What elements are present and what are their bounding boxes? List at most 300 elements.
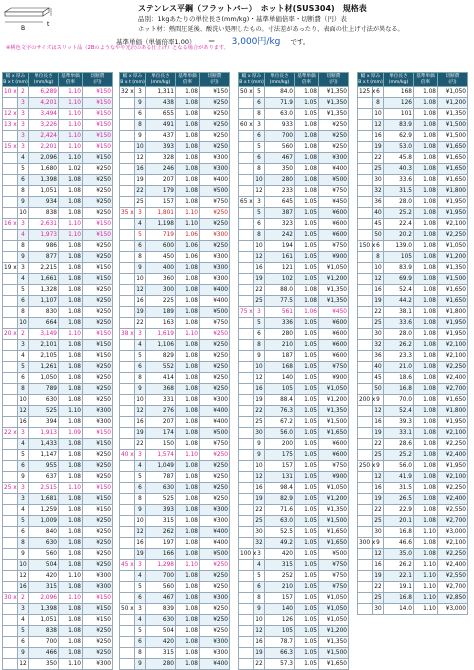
table-row: [120, 142, 230, 153]
table-row: [120, 417, 230, 428]
cell-thickness: 30: [373, 527, 384, 538]
cell-thickness: 12: [254, 626, 265, 637]
cell-unit-length: 437: [146, 131, 176, 142]
table-row: [358, 395, 468, 406]
cell-unit-length: 838: [29, 208, 59, 219]
header-price-ratio-label: 基準単価: [416, 73, 435, 79]
cell-unit-length: 466: [29, 648, 59, 659]
cell-unit-length: 350: [265, 164, 295, 175]
cell-price-ratio: 1.08: [176, 549, 200, 560]
cell-cut-fee: ¥150: [83, 109, 113, 120]
cell-cut-fee: ¥250: [200, 494, 230, 505]
cell-width: [3, 538, 18, 549]
cell-thickness: 19: [373, 142, 384, 153]
cell-unit-length: 78.7: [265, 637, 295, 648]
cell-width: [358, 417, 373, 428]
header-cut-fee-sub: (円): [448, 79, 457, 85]
cell-cut-fee: ¥1,650: [438, 285, 468, 296]
cell-width: [120, 615, 135, 626]
cell-price-ratio: 1.10: [59, 109, 83, 120]
cell-price-ratio: 1.05: [295, 494, 319, 505]
cell-cut-fee: ¥1,500: [319, 417, 349, 428]
cell-width: [358, 197, 373, 208]
cell-price-ratio: 1.05: [295, 582, 319, 593]
table-row: [3, 439, 113, 450]
cell-price-ratio: 1.10: [59, 219, 83, 230]
cell-thickness: 22: [254, 505, 265, 516]
cell-price-ratio: 1.08: [59, 527, 83, 538]
cell-price-ratio: 1.08: [176, 87, 200, 98]
cell-price-ratio: 1.05: [295, 505, 319, 516]
cell-unit-length: 700: [146, 571, 176, 582]
cell-cut-fee: ¥450: [319, 197, 349, 208]
cell-cut-fee: ¥1,500: [438, 274, 468, 285]
cell-price-ratio: 1.08: [176, 659, 200, 670]
header-price-ratio-sub: 倍率: [420, 79, 431, 85]
cell-unit-length: 1,051: [29, 186, 59, 197]
table-row: [239, 494, 349, 505]
header-unit-length-label: 単位長さ: [270, 73, 289, 79]
cell-thickness: 9: [18, 648, 29, 659]
cell-price-ratio: 1.10: [176, 219, 200, 230]
cell-thickness: 3: [18, 219, 29, 230]
cell-thickness: 16: [373, 285, 384, 296]
cell-price-ratio: 1.08: [414, 120, 438, 131]
cell-unit-length: 246: [146, 164, 176, 175]
table-row: [3, 120, 113, 131]
cell-thickness: 16: [254, 483, 265, 494]
cell-price-ratio: 1.08: [295, 131, 319, 142]
cell-thickness: 8: [254, 340, 265, 351]
cell-unit-length: 121: [265, 263, 295, 274]
table-row: [3, 131, 113, 142]
cell-cut-fee: ¥2,700: [438, 384, 468, 395]
cell-unit-length: 1,680: [29, 164, 59, 175]
cell-price-ratio: 1.05: [295, 571, 319, 582]
slit-note: ※桃色文字のサイズはスリット品（2Bのようなやや光沢のある仕上げ）となる場合があります。: [6, 45, 229, 51]
header-size-label: 幅 x 厚み: [241, 73, 262, 79]
header-cut-fee-label: 切断費: [90, 73, 105, 79]
cell-cut-fee: ¥250: [200, 351, 230, 362]
table-row: [358, 505, 468, 516]
cell-unit-length: 467: [265, 153, 295, 164]
cell-width: [239, 263, 254, 274]
cell-width: [239, 109, 254, 120]
cell-thickness: 4: [18, 274, 29, 285]
cell-unit-length: 28.0: [384, 197, 414, 208]
cell-unit-length: 101: [384, 109, 414, 120]
table-row: [3, 373, 113, 384]
cell-cut-fee: ¥300: [83, 417, 113, 428]
cell-price-ratio: 1.10: [176, 329, 200, 340]
cell-unit-length: 839: [146, 604, 176, 615]
table-row: [3, 197, 113, 208]
cell-cut-fee: ¥300: [200, 164, 230, 175]
cell-thickness: 2: [18, 329, 29, 340]
cell-unit-length: 1,298: [146, 560, 176, 571]
cell-price-ratio: 1.05: [295, 98, 319, 109]
cell-unit-length: 552: [146, 362, 176, 373]
cell-width: [358, 560, 373, 571]
cell-width: [3, 549, 18, 560]
cell-cut-fee: ¥2,400: [438, 373, 468, 384]
cell-thickness: 19: [254, 274, 265, 285]
cell-price-ratio: 1.08: [295, 87, 319, 98]
cell-width: [358, 527, 373, 538]
cell-unit-length: 561: [265, 307, 295, 318]
cell-thickness: 9: [135, 384, 146, 395]
cell-thickness: 36: [373, 197, 384, 208]
cell-cut-fee: ¥400: [200, 659, 230, 670]
cell-price-ratio: 1.08: [295, 296, 319, 307]
cell-width: [120, 186, 135, 197]
cell-thickness: 12: [254, 186, 265, 197]
cell-unit-length: 877: [29, 252, 59, 263]
cell-width: [120, 428, 135, 439]
cell-price-ratio: 1.08: [295, 164, 319, 175]
cell-cut-fee: ¥150: [83, 604, 113, 615]
table-row: [239, 582, 349, 593]
table-row: [239, 505, 349, 516]
cell-cut-fee: ¥1,650: [319, 428, 349, 439]
header-cut-fee-label: 切断費: [445, 73, 460, 79]
cell-width: [3, 340, 18, 351]
cell-width: [358, 263, 373, 274]
cell-cut-fee: ¥150: [83, 230, 113, 241]
cell-width: [120, 263, 135, 274]
cell-cut-fee: ¥150: [83, 263, 113, 274]
cell-width: 12 x: [3, 109, 18, 120]
cell-width: [120, 582, 135, 593]
cell-price-ratio: 1.08: [59, 252, 83, 263]
cell-cut-fee: ¥2,100: [438, 340, 468, 351]
cell-cut-fee: ¥600: [319, 450, 349, 461]
cell-unit-length: 1,259: [29, 505, 59, 516]
header-price-ratio-sub: 倍率: [301, 79, 312, 85]
cell-unit-length: 41.9: [384, 472, 414, 483]
cell-unit-length: 175: [265, 450, 295, 461]
cell-price-ratio: 1.08: [176, 98, 200, 109]
cell-width: 200 x: [358, 395, 373, 406]
table-row: [3, 604, 113, 615]
cell-price-ratio: 1.10: [176, 450, 200, 461]
cell-unit-length: 157: [146, 197, 176, 208]
cell-thickness: 8: [254, 593, 265, 604]
cell-thickness: 10: [373, 109, 384, 120]
cell-width: [358, 571, 373, 582]
header-size-sub: B x t (mm): [3, 79, 28, 85]
table-row: [239, 549, 349, 560]
cell-thickness: 5: [135, 626, 146, 637]
cell-thickness: 5: [18, 362, 29, 373]
cell-thickness: 30: [254, 527, 265, 538]
cell-width: 22 x: [3, 428, 18, 439]
cell-width: [358, 406, 373, 417]
cell-thickness: 19: [135, 175, 146, 186]
table-row: [3, 560, 113, 571]
cell-unit-length: 1,801: [146, 208, 176, 219]
cell-unit-length: 140: [265, 373, 295, 384]
base-price-suffix: です。: [290, 38, 310, 46]
cell-width: 150 x: [358, 241, 373, 252]
cell-width: [3, 307, 18, 318]
cell-thickness: 16: [254, 637, 265, 648]
cell-price-ratio: 1.05: [295, 648, 319, 659]
cell-price-ratio: 1.08: [59, 604, 83, 615]
spec-table: [238, 72, 349, 670]
cell-thickness: 10: [135, 142, 146, 153]
cell-cut-fee: ¥2,250: [438, 483, 468, 494]
table-row: [239, 208, 349, 219]
table-row: [239, 395, 349, 406]
cell-price-ratio: 1.08: [414, 373, 438, 384]
cell-cut-fee: ¥250: [200, 120, 230, 131]
table-row: [358, 285, 468, 296]
cell-cut-fee: ¥750: [319, 461, 349, 472]
cell-unit-length: 62.9: [384, 131, 414, 142]
cell-thickness: 8: [373, 252, 384, 263]
cell-cut-fee: ¥400: [200, 406, 230, 417]
cell-width: [120, 164, 135, 175]
cell-unit-length: 1,398: [29, 175, 59, 186]
cell-thickness: 25: [373, 516, 384, 527]
header-unit-length: [146, 73, 176, 87]
cell-thickness: 22: [373, 439, 384, 450]
cell-cut-fee: ¥250: [83, 164, 113, 175]
cell-width: [3, 318, 18, 329]
cell-cut-fee: ¥2,400: [438, 494, 468, 505]
table-row: [3, 252, 113, 263]
cell-unit-length: 934: [29, 197, 59, 208]
cell-price-ratio: 1.08: [176, 626, 200, 637]
cell-thickness: 10: [254, 461, 265, 472]
cell-cut-fee: ¥600: [319, 351, 349, 362]
cell-price-ratio: 1.08: [414, 219, 438, 230]
cell-unit-length: 3,226: [29, 120, 59, 131]
cell-cut-fee: ¥2,250: [438, 549, 468, 560]
table-row: [120, 648, 230, 659]
cell-thickness: 22: [135, 318, 146, 329]
cell-width: [239, 406, 254, 417]
cell-cut-fee: ¥1,800: [438, 186, 468, 197]
cell-unit-length: 504: [146, 626, 176, 637]
table-header-row: [358, 73, 468, 87]
cell-cut-fee: ¥150: [83, 428, 113, 439]
cell-thickness: 19: [135, 428, 146, 439]
cell-width: 100 x: [239, 549, 254, 560]
cell-width: [358, 164, 373, 175]
table-row: [358, 351, 468, 362]
cell-thickness: 6: [135, 109, 146, 120]
cell-price-ratio: 1.05: [295, 483, 319, 494]
cell-thickness: 12: [135, 153, 146, 164]
cell-unit-length: 57.3: [265, 659, 295, 670]
cell-cut-fee: ¥1,650: [319, 527, 349, 538]
cell-thickness: 22: [373, 582, 384, 593]
table-row: [239, 307, 349, 318]
cell-price-ratio: 1.05: [295, 252, 319, 263]
cell-width: 15 x: [3, 142, 18, 153]
cell-price-ratio: 1.10: [414, 582, 438, 593]
cell-price-ratio: 1.08: [414, 87, 438, 98]
cell-price-ratio: 1.08: [414, 98, 438, 109]
table-row: [358, 340, 468, 351]
cell-unit-length: 166: [146, 549, 176, 560]
cell-width: [239, 98, 254, 109]
cell-unit-length: 3,494: [29, 109, 59, 120]
cell-thickness: 5: [254, 208, 265, 219]
table-row: [120, 549, 230, 560]
table-row: [3, 593, 113, 604]
cell-thickness: 3: [18, 109, 29, 120]
table-row: [120, 472, 230, 483]
cell-thickness: 6: [254, 131, 265, 142]
cell-width: 65 x: [239, 197, 254, 208]
cell-unit-length: 700: [265, 131, 295, 142]
table-row: [3, 153, 113, 164]
cell-width: [358, 450, 373, 461]
cell-thickness: 6: [373, 241, 384, 252]
table-row: [239, 98, 349, 109]
header-size-sub: B x t (mm): [239, 79, 264, 85]
cell-price-ratio: 1.08: [295, 120, 319, 131]
cell-price-ratio: 1.05: [295, 428, 319, 439]
table-row: [358, 439, 468, 450]
cell-thickness: 25: [135, 197, 146, 208]
cell-cut-fee: ¥600: [319, 219, 349, 230]
cell-unit-length: 71.6: [265, 505, 295, 516]
cell-price-ratio: 1.08: [176, 296, 200, 307]
table-row: [120, 538, 230, 549]
cell-price-ratio: 1.08: [176, 571, 200, 582]
cell-price-ratio: 1.08: [414, 516, 438, 527]
cell-thickness: 3: [18, 483, 29, 494]
cell-cut-fee: ¥750: [319, 560, 349, 571]
table-row: [358, 450, 468, 461]
cell-price-ratio: 1.08: [176, 186, 200, 197]
cell-thickness: 8: [18, 384, 29, 395]
cell-price-ratio: 1.08: [59, 637, 83, 648]
cell-width: [120, 131, 135, 142]
cell-width: [3, 208, 18, 219]
cell-price-ratio: 1.10: [59, 571, 83, 582]
cell-unit-length: 1,106: [146, 340, 176, 351]
cell-cut-fee: ¥1,350: [438, 109, 468, 120]
cell-width: [358, 274, 373, 285]
cell-unit-length: 400: [146, 263, 176, 274]
spec-table-column-2: [119, 72, 229, 670]
cell-unit-length: 126: [265, 615, 295, 626]
cell-width: [120, 230, 135, 241]
cell-cut-fee: ¥250: [83, 516, 113, 527]
cell-unit-length: 131: [265, 472, 295, 483]
cell-thickness: 30: [254, 428, 265, 439]
table-row: [120, 285, 230, 296]
cell-cut-fee: ¥250: [200, 142, 230, 153]
cell-unit-length: 105: [265, 626, 295, 637]
cell-thickness: 22: [254, 406, 265, 417]
cell-unit-length: 1,107: [29, 296, 59, 307]
cell-price-ratio: 1.08: [59, 648, 83, 659]
cell-cut-fee: ¥250: [83, 197, 113, 208]
table-row: [3, 538, 113, 549]
cell-price-ratio: 1.08: [59, 549, 83, 560]
header-price-ratio-sub: 倍率: [182, 79, 193, 85]
cell-width: [3, 252, 18, 263]
cell-thickness: 19: [254, 648, 265, 659]
cell-unit-length: 44.2: [384, 296, 414, 307]
table-row: [120, 274, 230, 285]
cell-width: [358, 549, 373, 560]
cell-unit-length: 2,631: [29, 219, 59, 230]
cell-unit-length: 252: [265, 571, 295, 582]
cell-width: [239, 461, 254, 472]
cell-width: [120, 153, 135, 164]
cell-cut-fee: ¥250: [83, 362, 113, 373]
cell-price-ratio: 1.08: [176, 637, 200, 648]
cell-thickness: 9: [135, 98, 146, 109]
cell-cut-fee: ¥450: [319, 307, 349, 318]
table-row: [3, 406, 113, 417]
cell-price-ratio: 1.05: [295, 384, 319, 395]
cell-unit-length: 1,574: [146, 450, 176, 461]
cell-width: [358, 208, 373, 219]
cell-unit-length: 16.8: [384, 384, 414, 395]
cell-thickness: 12: [254, 252, 265, 263]
cell-unit-length: 233: [265, 186, 295, 197]
cell-width: [239, 274, 254, 285]
cell-price-ratio: 1.08: [59, 318, 83, 329]
cell-price-ratio: 1.08: [59, 351, 83, 362]
cell-price-ratio: 1.05: [295, 263, 319, 274]
cell-unit-length: 53.0: [384, 142, 414, 153]
cell-unit-length: 360: [146, 274, 176, 285]
cell-width: 50 x: [120, 604, 135, 615]
cell-thickness: 12: [18, 406, 29, 417]
cell-width: 300 x: [358, 538, 373, 549]
cell-cut-fee: ¥1,200: [438, 252, 468, 263]
cell-thickness: 8: [18, 538, 29, 549]
table-row: [239, 527, 349, 538]
cell-cut-fee: ¥1,500: [319, 516, 349, 527]
table-row: [3, 648, 113, 659]
cell-cut-fee: ¥900: [319, 252, 349, 263]
cell-thickness: 4: [18, 351, 29, 362]
cell-cut-fee: ¥1,500: [438, 131, 468, 142]
cell-unit-length: 1,198: [146, 219, 176, 230]
cell-width: [239, 318, 254, 329]
cell-width: [120, 362, 135, 373]
cell-unit-length: 45.8: [384, 153, 414, 164]
table-row: [358, 461, 468, 472]
cell-cut-fee: ¥750: [319, 362, 349, 373]
cell-cut-fee: ¥250: [200, 373, 230, 384]
cell-cut-fee: ¥250: [200, 340, 230, 351]
cell-price-ratio: 1.08: [176, 648, 200, 659]
table-row: [120, 450, 230, 461]
table-row: [239, 604, 349, 615]
cell-thickness: 6: [18, 175, 29, 186]
table-row: [3, 516, 113, 527]
cell-price-ratio: 1.08: [414, 252, 438, 263]
cell-unit-length: 637: [29, 472, 59, 483]
cell-cut-fee: ¥250: [83, 318, 113, 329]
cell-width: [120, 340, 135, 351]
cell-cut-fee: ¥250: [83, 186, 113, 197]
cell-unit-length: 25.2: [384, 208, 414, 219]
cell-unit-length: 140: [265, 604, 295, 615]
cell-cut-fee: ¥250: [319, 131, 349, 142]
